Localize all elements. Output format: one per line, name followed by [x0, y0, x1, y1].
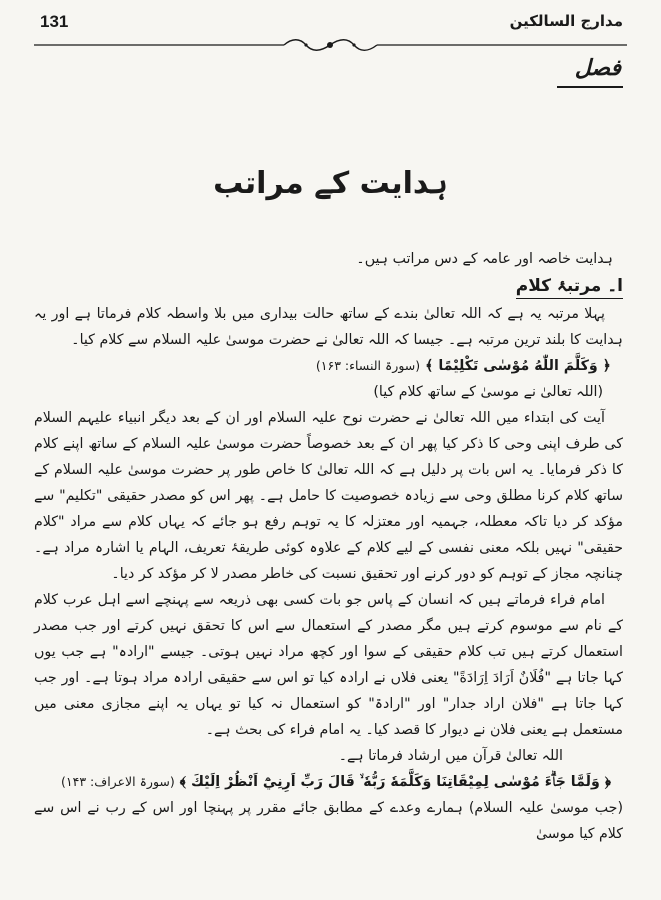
paragraph-2: آیت کی ابتداء میں اللہ تعالیٰ نے حضرت نوح علیہ السلام اور ان کے بعد دیگر انبیاء علیہم السلام کی طرف اپنی وحی کا ذکر کیا پھر ان کے بعد خصوصاً حضرت موسیٰ علیہ السلام کے ساتھ اپنے کلام کا ذکر فرمایا۔ یہ اس بات پر دلیل ہے کہ اللہ تعالیٰ کا خاص طور پر حضرت موسیٰ علیہ السلام کے ساتھ کلام کرنا مطلق وحی سے زیادہ خصوصیت کا حامل ہے۔ پھر اس کو مصدر حقیقی "تکلیم" سے مؤکد کر دیا تاکہ معطلہ، جہمیہ اور معتزلہ کا یہ توہم رفع ہو جائے کہ یہاں کلام سے مراد "کلام حقیقی" نہیں بلکہ معنی نفسی کے لیے کلام کے علاوہ کوئی طریقۂ تعریف، الہام یا اشارہ مراد ہے۔ چنانچہ مجاز کے توہم کو دور کرنے اور تحقیق نسبت کی خاطر مصدر لا کر مؤکد کر دیا۔ [34, 410, 623, 582]
verse-1-translation: (اللہ تعالیٰ نے موسیٰ کے ساتھ کلام کیا) [373, 384, 603, 400]
chapter-title: ہدایت کے مراتب [213, 166, 448, 201]
paragraph-1: پہلا مرتبہ یہ ہے کہ اللہ تعالیٰ بندے کے ساتھ حالت بیداری میں بلا واسطہ کلام فرماتا ہے اور یہ ہدایت کا بلند ترین مرتبہ ہے۔ جیسا کہ اللہ تعالیٰ نے حضرت موسیٰ علیہ السلام سے کلام کیا۔ [34, 306, 623, 348]
verse-2-translation: (جب موسیٰ علیہ السلام) ہمارے وعدے کے مطابق جائے مقرر پر پہنچا اور اس کے رب نے اس سے کلام کیا موسیٰ [34, 800, 623, 842]
quran-verse-2 [34, 769, 623, 795]
subheading: ا۔ مرتبۂ کلام [516, 274, 623, 299]
intro-line: ہدایت خاصہ اور عامہ کے دس مراتب ہیں۔ [356, 251, 613, 267]
page-number: 131 [40, 12, 69, 31]
verse-2-text: ﴿ وَلَمَّا جَاۗءَ مُوْسٰى لِمِيْقَاتِنَا وَكَلَّمَهٗ رَبُّهٗ ۙ قَالَ رَبِّ اَرِنِيْٓ اَنْظُرْ اِلَيْكَ ﴾ [179, 774, 611, 790]
paragraph-3: امام فراء فرماتے ہیں کہ انسان کے پاس جو بات کسی بھی ذریعہ سے پہنچے اسے اہل عرب کلام کے نام سے موسوم کرتے ہیں مگر مصدر کے استعمال سے اس کا تحقق نہیں کرتے اور جب مصدر استعمال کرتے ہیں تب کلام حقیقی کے سوا اور کچھ مراد نہیں ہوتی۔ جیسے "ارادہ" ہے جب یوں کہا جاتا ہے "فُلَانٌ اَرَادَ اِرَادَةً" یعنی فلاں نے ارادہ کیا تو اس سے حقیقی ارادہ مراد ہوتا ہے۔ اور جب کہا جاتا ہے "فلان اراد جدار" اور "ارادۃ" کو استعمال نہ کیا تو یہاں یہ اپنے مجازی معنی میں مستعمل ہے یعنی فلان نے دیوار کا قصد کیا۔ یہ امام فراء کی بحث ہے۔ [34, 592, 623, 738]
verse-1-reference: (سورۃ النساء: ۱۶۳) [315, 358, 421, 373]
header-ornament-rule [34, 38, 627, 52]
paragraph-4: اللہ تعالیٰ قرآن میں ارشاد فرماتا ہے۔ [338, 748, 563, 764]
verse-1-text: ﴿ وَكَلَّمَ اللّٰهُ مُوْسٰى تَكْلِيْمًا ﴾ [425, 358, 611, 374]
quran-verse-1 [34, 353, 623, 379]
section-label-underline [557, 86, 623, 88]
body-text [34, 236, 623, 847]
verse-2-reference: (سورۃ الاعراف: ۱۴۳) [61, 774, 175, 789]
running-head: مدارج السالکین [509, 12, 623, 30]
section-label: فصل [574, 56, 621, 81]
